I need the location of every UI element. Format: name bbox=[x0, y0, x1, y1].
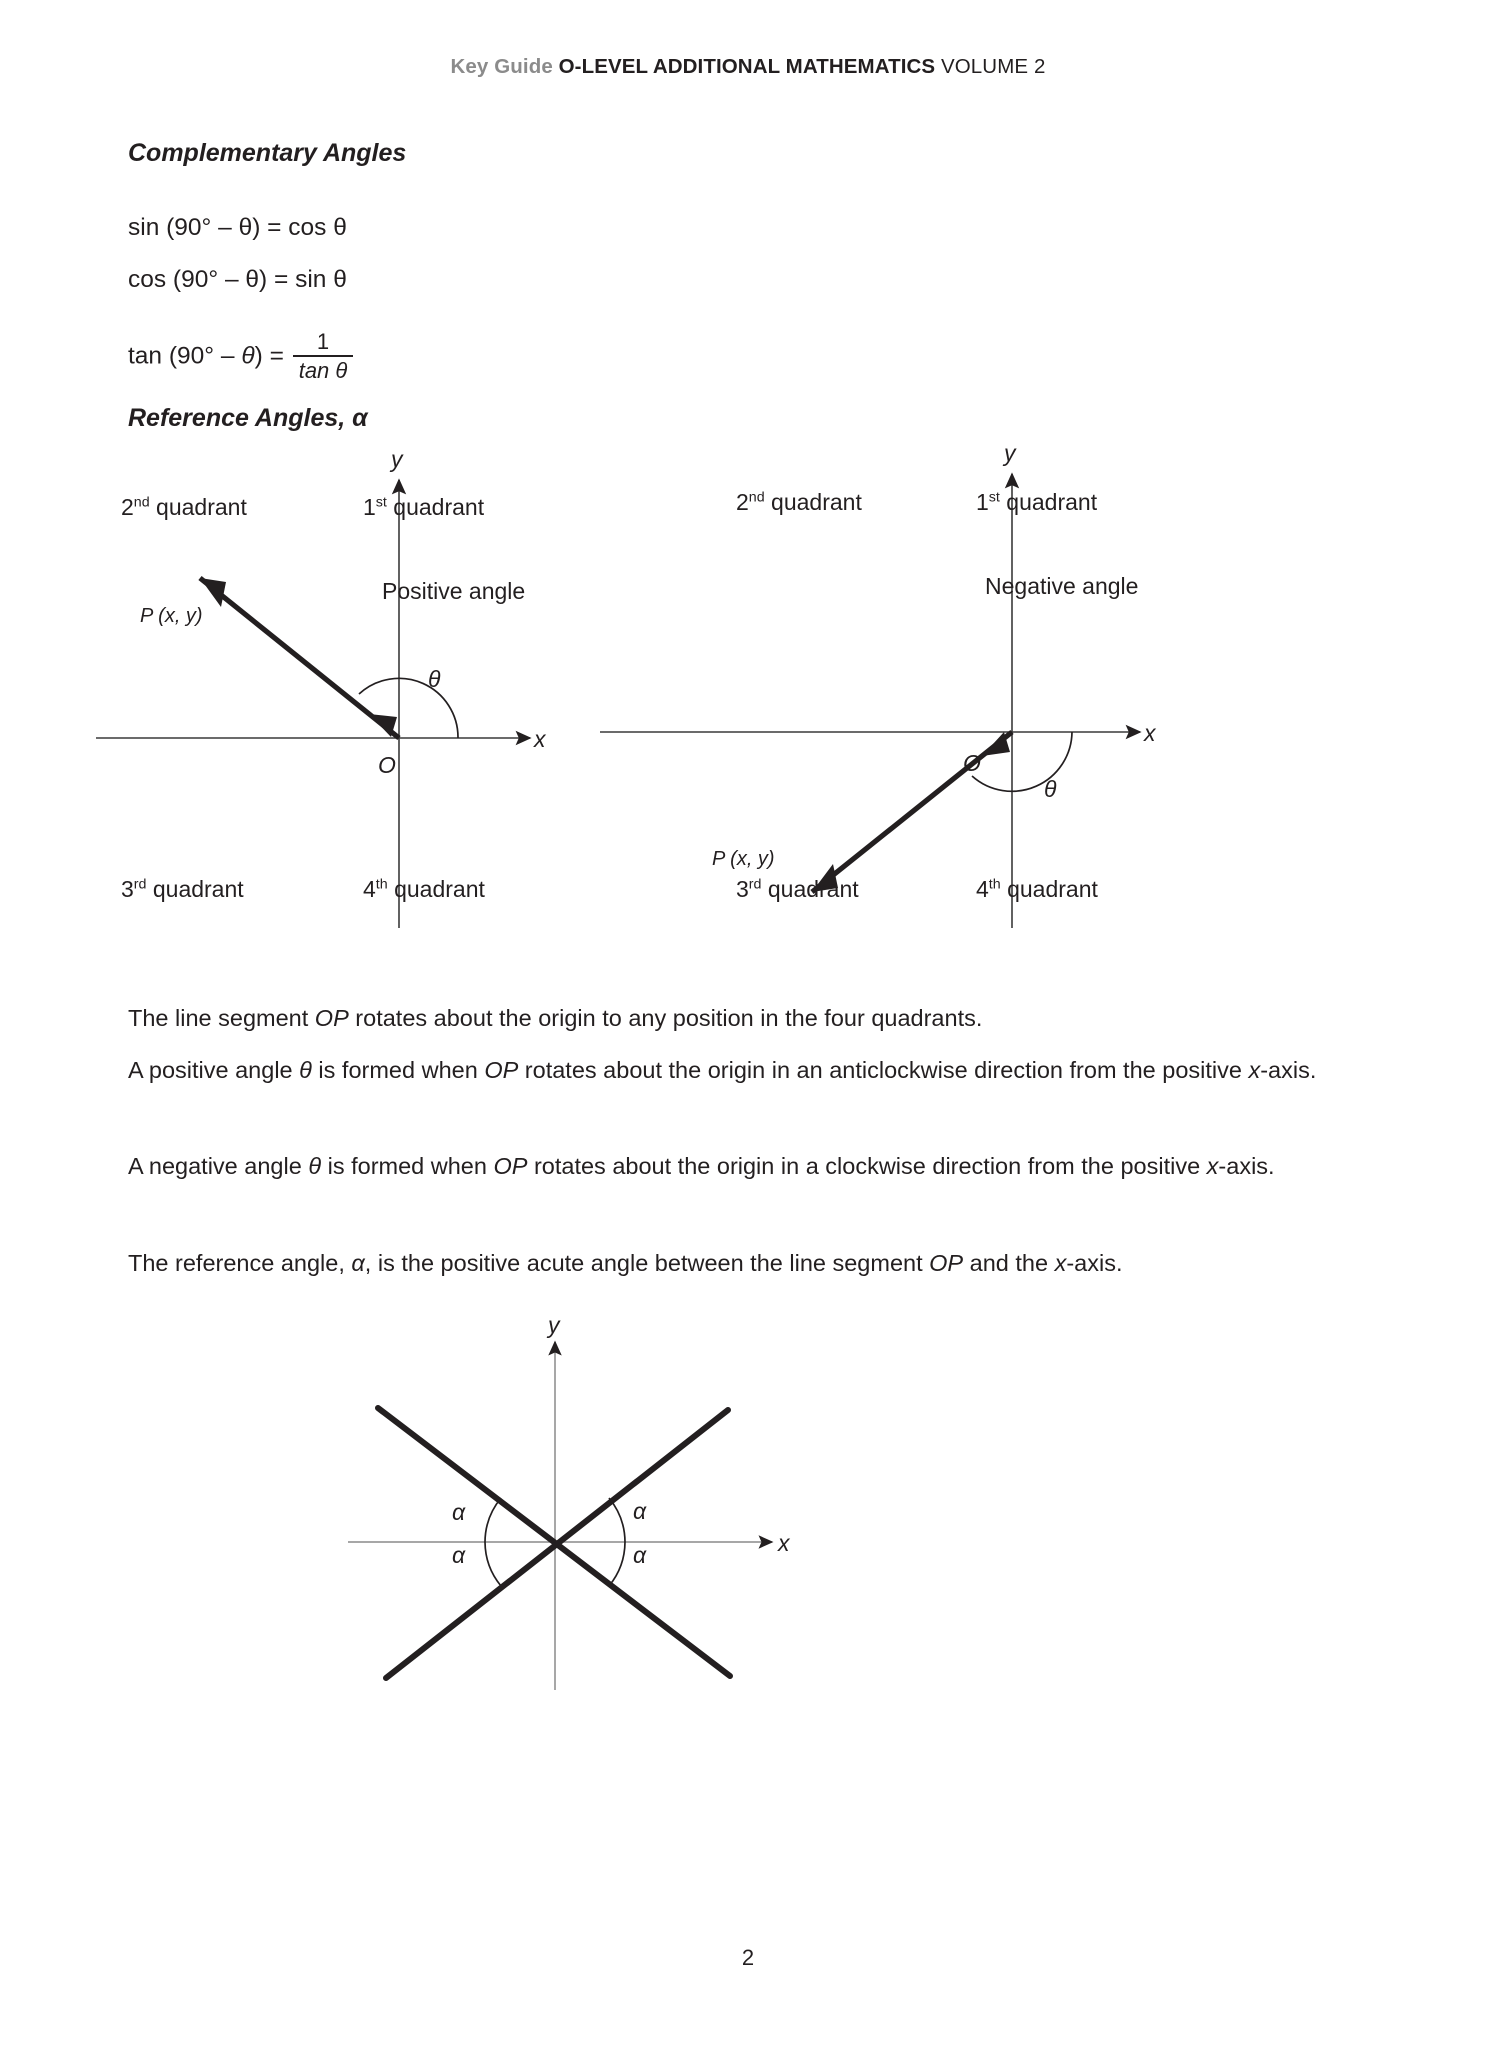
origin-label: O bbox=[378, 752, 396, 778]
paragraph-reference-angle: The reference angle, α, is the positive acute angle between the line segment OP and the x-axis. bbox=[128, 1250, 1123, 1276]
quadrant-4-label: 4th quadrant bbox=[976, 876, 1098, 902]
y-axis-label: y bbox=[548, 1312, 560, 1338]
op-segment bbox=[200, 578, 399, 738]
formula-sin-text: sin (90° – θ) = cos θ bbox=[128, 214, 347, 241]
quadrant-4-label: 4th quadrant bbox=[363, 876, 485, 902]
page-number: 2 bbox=[741, 1945, 755, 1970]
fraction-one-over-tan-theta bbox=[293, 330, 354, 382]
alpha-arc-q3 bbox=[485, 1542, 501, 1586]
fraction-denominator: tan θ bbox=[298, 357, 348, 383]
alpha-arc-q2 bbox=[485, 1498, 501, 1542]
formula-cos-text: cos (90° – θ) = sin θ bbox=[128, 266, 347, 293]
y-axis-label: y bbox=[391, 446, 403, 472]
y-axis-label: y bbox=[1004, 440, 1016, 466]
formula-tan-lhs: tan (90° – bbox=[128, 342, 242, 370]
negative-angle-svg bbox=[720, 460, 1280, 940]
point-p-label: P (x, y) bbox=[712, 848, 775, 870]
origin-label: O bbox=[963, 750, 981, 776]
formula-tan-complementary bbox=[128, 331, 355, 383]
negative-angle-caption: Negative angle bbox=[985, 573, 1139, 599]
heading-complementary-angles: Complementary Angles bbox=[128, 139, 407, 167]
formula-tan-equals: ) = bbox=[254, 342, 291, 370]
theta-arc bbox=[359, 678, 458, 738]
alpha-label-q3: α bbox=[452, 1542, 466, 1568]
alpha-label-q4: α bbox=[633, 1542, 647, 1568]
theta-label: θ bbox=[428, 666, 441, 692]
x-axis-label: x bbox=[778, 1530, 790, 1556]
positive-angle-caption: Positive angle bbox=[382, 578, 526, 604]
point-p-label: P (x, y) bbox=[140, 605, 203, 627]
theta-arc bbox=[972, 732, 1072, 791]
running-head-volume: VOLUME 2 bbox=[940, 55, 1046, 78]
formula-tan-theta: θ bbox=[241, 342, 255, 370]
alpha-arc-q4 bbox=[609, 1542, 625, 1586]
alpha-label-q1: α bbox=[633, 1498, 647, 1524]
fraction-bar bbox=[293, 355, 354, 357]
quadrant-2-label: 2nd quadrant bbox=[736, 489, 862, 515]
quadrant-1-label: 1st quadrant bbox=[976, 489, 1098, 515]
diagram-reference-angles bbox=[380, 1312, 1120, 1750]
quadrant-1-label: 1st quadrant bbox=[363, 494, 485, 520]
formula-cos-complementary bbox=[128, 268, 347, 293]
fraction-numerator: 1 bbox=[316, 329, 330, 354]
positive-angle-svg bbox=[110, 460, 670, 940]
formula-sin-complementary bbox=[128, 216, 347, 241]
diagram-negative-angle bbox=[712, 440, 1280, 940]
paragraph-positive-angle: A positive angle θ is formed when OP rotates about the origin in an anticlockwise direction from the positive x-axis. bbox=[128, 1057, 1317, 1083]
paragraph-line-segment-rotation: The line segment OP rotates about the origin to any position in the four quadrants. bbox=[128, 1005, 983, 1031]
quadrant-3-label: 3rd quadrant bbox=[736, 876, 859, 902]
paragraph-negative-angle: A negative angle θ is formed when OP rotates about the origin in a clockwise direction from the positive x-axis. bbox=[128, 1153, 1275, 1179]
x-axis-label: x bbox=[1144, 720, 1156, 746]
reference-angles-svg bbox=[380, 1320, 1120, 1750]
running-head-title: O-LEVEL ADDITIONAL MATHEMATICS bbox=[558, 55, 936, 78]
quadrant-3-label: 3rd quadrant bbox=[121, 876, 244, 902]
alpha-label-q2: α bbox=[452, 1499, 466, 1525]
heading-reference-angles: Reference Angles, α bbox=[128, 404, 368, 432]
quadrant-2-label: 2nd quadrant bbox=[121, 494, 247, 520]
diagram-positive-angle bbox=[110, 446, 670, 940]
theta-label: θ bbox=[1044, 776, 1057, 802]
x-axis-label: x bbox=[534, 726, 546, 752]
running-head-key-guide: Key Guide bbox=[450, 55, 553, 78]
running-head bbox=[0, 55, 1496, 79]
op-arrowhead-p bbox=[200, 578, 226, 607]
